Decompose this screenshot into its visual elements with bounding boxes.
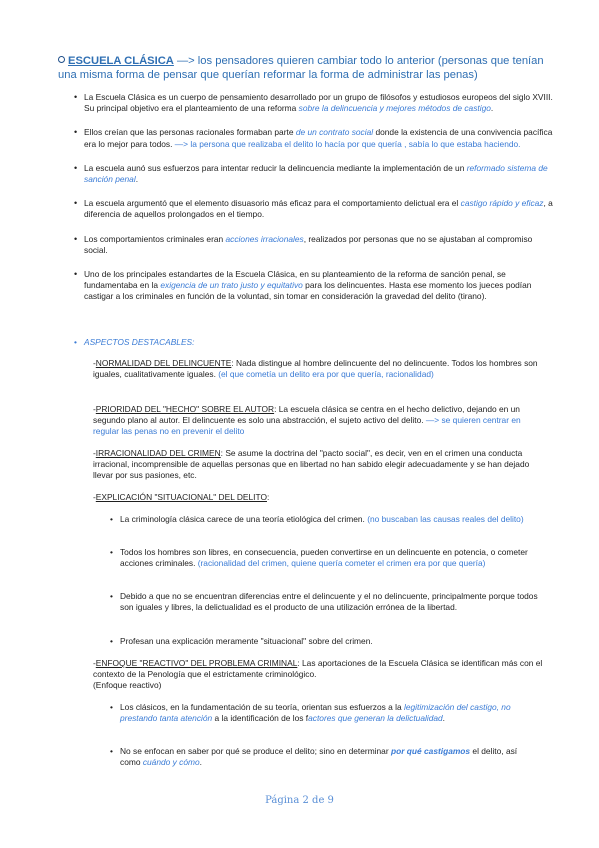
page-footer: Página 2 de 9 xyxy=(265,795,334,806)
list-item xyxy=(74,162,554,185)
text-run: La criminología clásica carece de una teoría etiológica del crimen. xyxy=(120,514,368,524)
section-title: IRRACIONALIDAD DEL CRIMEN xyxy=(95,448,221,458)
text-run: La escuela aunó sus esfuerzos para intentar reducir la delincuencia mediante la implementación de un xyxy=(84,162,467,173)
section-title: NORMALIDAD DEL DELINCUENTE xyxy=(95,358,232,368)
highlight-text: por qué castigamos xyxy=(390,746,471,756)
list-item xyxy=(110,636,538,647)
section-text: : La escuela clásica se centra en el hecho delictivo, dejando en un segundo plano al autor. El delincuente es solo una abstracción, el sujeto activo del delito. xyxy=(93,404,520,426)
text-run: , a diferencia de aquellos prolongados en el tiempo. xyxy=(84,198,553,220)
list-item xyxy=(74,198,554,220)
note-text: (el que cometía un delito era por que quería, racionalidad) xyxy=(218,369,434,380)
text-run: Los clásicos, en la fundamentación de su teoría, orientan sus esfuerzos a la xyxy=(120,702,404,712)
section-explicacion: -EXPLICACIÓN "SITUACIONAL" DEL DELITO: xyxy=(93,492,270,502)
text-run: Profesan una explicación meramente "situacional" sobre del crimen. xyxy=(120,636,373,646)
text-run: No se enfocan en saber por qué se produce el delito; sino en determinar xyxy=(120,746,391,756)
bullet-dot-icon: • xyxy=(74,337,77,347)
section-extra: (Enfoque reactivo) xyxy=(93,680,162,691)
text-run: La escuela argumentó que el elemento disuasorio más eficaz para el comportamiento delictual era el xyxy=(84,198,461,209)
list-item xyxy=(74,127,554,149)
section-normalidad: -NORMALIDAD DEL DELINCUENTE: Nada distingue al hombre delincuente del no delincuente. Todos los hombres son iguales, cualitativamente iguales. (el que cometía un delito era por que quería, racionalidad) xyxy=(93,358,538,380)
section-irracionalidad: -IRRACIONALIDAD DEL CRIMEN: Se asume la doctrina del "pacto social", es decir, ven en el crimen una conducta irracional, incomprensible de aquellas personas que en libertad no han sabido elegir adecuadamente y se han dejado llevar por sus pasiones, etc. xyxy=(93,448,530,481)
list-item xyxy=(74,269,554,303)
section-colon: : xyxy=(266,492,270,502)
list-item xyxy=(110,746,538,768)
section-text: : Se asume la doctrina del "pacto social", es decir, ven en el crimen una conducta irracional, incomprensible de aquellas personas que en libertad no han sabido elegir adecuadamente y se han dejado llevar por sus pasiones, etc. xyxy=(93,448,530,481)
text-run: . xyxy=(442,713,445,724)
note-text: —> la persona que realizaba el delito lo hacía por que quería , sabía lo que estaba haciendo. xyxy=(174,138,521,149)
note-text: —> se quieren centrar en regular las penas no en prevenir el delito xyxy=(93,415,521,437)
bullet-list xyxy=(74,92,554,313)
bullet-dot-icon: • xyxy=(110,702,113,712)
text-run: , realizados por personas que no se ajustaban al compromiso social. xyxy=(84,233,533,255)
section-title: EXPLICACIÓN "SITUACIONAL" DEL DELITO xyxy=(95,492,267,502)
highlight-text: acciones irracionales xyxy=(225,233,304,244)
text-run: para los delincuentes. Hasta ese momento los jueces podían castigar a los criminales en función de la voluntad, sin tomar en consideración la gravedad del delito (tirano). xyxy=(84,280,532,302)
bullet-dot-icon: • xyxy=(74,127,78,138)
bullet-dot-icon: • xyxy=(74,269,78,280)
heading-arrow-text: —> los pensadores quieren cambiar todo lo anterior (personas que tenían xyxy=(173,55,544,67)
list-item xyxy=(110,702,538,724)
section-title: PRIORIDAD DEL "HECHO" SOBRE EL AUTOR xyxy=(95,404,275,414)
heading-line2: una misma forma de pensar que querían reformar la forma de administrar las penas) xyxy=(58,69,478,81)
note-text: (racionalidad del crimen, quiene quería cometer el crimen era por que quería) xyxy=(197,558,486,569)
note-text: (no buscaban las causas reales del delito) xyxy=(367,514,524,524)
highlight-text: sobre la delincuencia y mejores métodos de castigo xyxy=(298,103,491,114)
section-prioridad: -PRIORIDAD DEL "HECHO" SOBRE EL AUTOR: La escuela clásica se centra en el hecho delictivo, dejando en un segundo plano al autor. El delincuente es solo una abstracción, el sujeto activo del delito. —> se quieren centrar en regular las penas no en prevenir el delito xyxy=(93,404,521,437)
highlight-text: reformado sistema de sanción penal xyxy=(84,162,548,185)
list-item xyxy=(110,591,538,613)
bullet-dot-icon: • xyxy=(110,591,113,601)
highlight-text: actores que generan la delictualidad xyxy=(308,713,443,724)
aspectos-text: ASPECTOS DESTACABLES: xyxy=(84,337,195,347)
text-run: Ellos creían que las personas racionales formaban parte xyxy=(84,127,296,138)
bullet-dot-icon: • xyxy=(74,162,78,173)
text-run: La Escuela Clásica es un cuerpo de pensamiento desarrollado por un grupo de filósofos y estudiosos europeos del siglo XVIII. Su principal objetivo era el planteamiento de una reforma xyxy=(84,92,553,114)
list-item xyxy=(110,547,538,569)
highlight-text: castigo rápido y eficaz xyxy=(460,198,544,209)
highlight-text: de un contrato social xyxy=(295,127,374,138)
highlight-text: legitimización del castigo, no prestando tanta atención xyxy=(120,702,511,724)
heading-title: ESCUELA CLÁSICA xyxy=(68,55,174,67)
section-heading xyxy=(58,54,558,82)
section-text: : Las aportaciones de la Escuela Clásica se identifican más con el contexto de la Penología que el estrictamente criminológico. xyxy=(93,658,543,680)
text-run: donde la existencia de una convivencia pacífica era lo mejor para todos. xyxy=(84,127,553,149)
bullet-dot-icon: • xyxy=(74,233,78,244)
bullet-dot-icon: • xyxy=(110,547,113,557)
text-run: Los comportamientos criminales eran xyxy=(84,233,226,244)
aspectos-label xyxy=(74,337,195,347)
text-run: el delito, así como xyxy=(120,746,518,768)
text-run: . xyxy=(135,174,139,185)
section-enfoque: -ENFOQUE "REACTIVO" DEL PROBLEMA CRIMINAL: Las aportaciones de la Escuela Clásica se identifican más con el contexto de la Penología que el estrictamente criminológico. (Enfoque reactivo) xyxy=(93,658,543,691)
list-item xyxy=(110,514,538,525)
text-run: . xyxy=(490,103,494,114)
text-run: Uno de los principales estandartes de la Escuela Clásica, en su planteamiento de la reforma de sanción penal, se fundamentaba en la xyxy=(84,269,506,291)
bullet-dot-icon: • xyxy=(74,92,78,102)
list-item xyxy=(74,92,554,114)
text-run: a la identificación de los f xyxy=(212,713,309,724)
text-run: . xyxy=(199,757,202,768)
hollow-bullet-icon xyxy=(58,56,65,63)
bullet-dot-icon: • xyxy=(110,514,113,524)
bullet-dot-icon: • xyxy=(110,746,113,756)
text-run: Todos los hombres son libres, en consecuencia, pueden convertirse en un delincuente en potencia, o cometer acciones criminales. xyxy=(120,547,528,569)
text-run: Debido a que no se encuentran diferencias entre el delincuente y el no delincuente, principalmente porque todos son iguales y libres, la delictualidad es el producto de una utilización errónea de la libertad. xyxy=(120,591,538,613)
bullet-dot-icon: • xyxy=(74,198,78,209)
list-item xyxy=(74,233,554,256)
highlight-text: cuándo y cómo xyxy=(142,757,200,768)
highlight-text: exigencia de un trato justo y equitativo xyxy=(160,280,303,291)
bullet-dot-icon: • xyxy=(110,636,113,646)
section-title: ENFOQUE "REACTIVO" DEL PROBLEMA CRIMINAL xyxy=(95,658,298,668)
section-text: : Nada distingue al hombre delincuente del no delincuente. Todos los hombres son iguales, cualitativamente iguales. xyxy=(93,358,538,380)
